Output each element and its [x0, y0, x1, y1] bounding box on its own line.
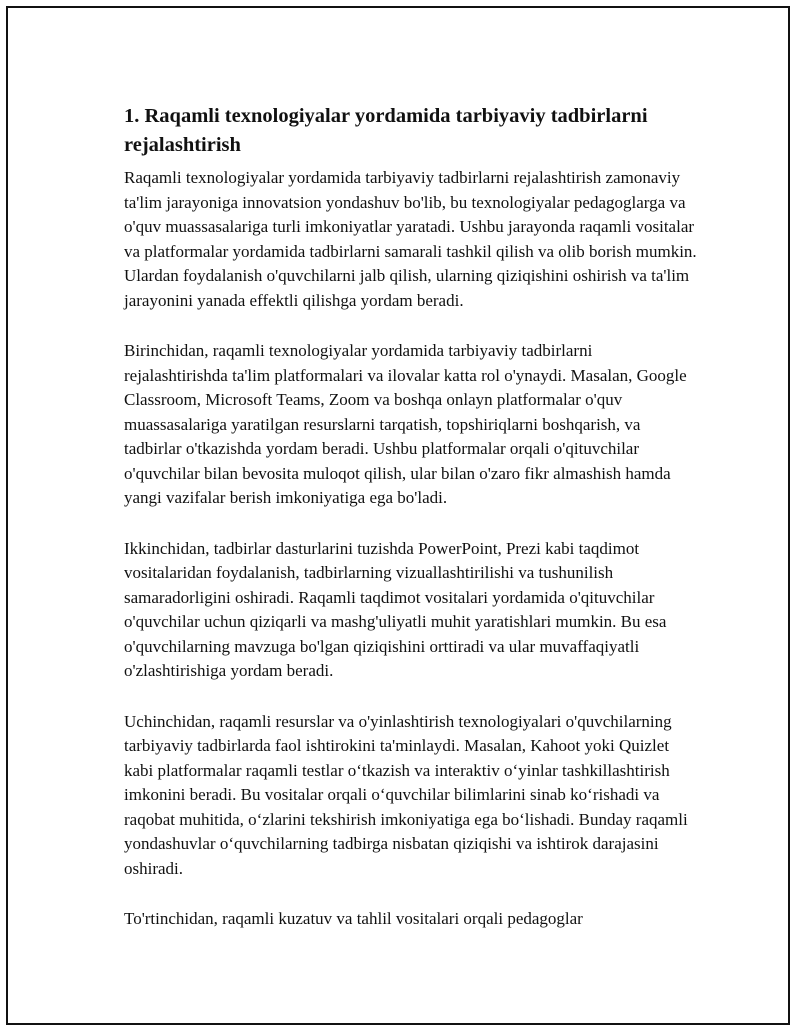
paragraph-first-point: Birinchidan, raqamli texnologiyalar yordamida tarbiyaviy tadbirlarni rejalashtirishda ta'lim platformalari va ilovalar katta rol o'ynaydi. Masalan, Google Classroom, Microsoft Teams, Zoom va boshqa onlayn platformalar o'quv muassasalariga yaratilgan resurslarni tarqatish, topshiriqlarni boshqarish, va tadbirlar o'tkazishda yordam beradi. Ushbu platformalar orqali o'qituvchilar o'quvchilar bilan bevosita muloqot qilish, ular bilan o'zaro fikr almashish hamda yangi vazifalar berish imkoniyatiga ega bo'ladi. [124, 341, 687, 507]
section-heading: 1. Raqamli texnologiyalar yordamida tarbiyaviy tadbirlarni rejalashtirish [124, 105, 648, 156]
document-body [124, 102, 699, 958]
paragraph-intro: Raqamli texnologiyalar yordamida tarbiyaviy tadbirlarni rejalashtirish zamonaviy ta'lim jarayoniga innovatsion yondashuv bo'lib, bu texnologiyalar pedagoglarga va o'quv muassasalariga turli imkoniyatlar yaratadi. Ushbu jarayonda raqamli vositalar va platformalar yordamida tadbirlarni samarali tashkil qilish va olib borish mumkin. Ulardan foydalanish o'quvchilarni jalb qilish, ularning qiziqishini oshirish va ta'lim jarayonini yanada effektli qilishga yordam beradi. [124, 168, 697, 310]
paragraph-second-point: Ikkinchidan, tadbirlar dasturlarini tuzishda PowerPoint, Prezi kabi taqdimot vositalaridan foydalanish, tadbirlarning vizuallashtirilishi va tushunilish samaradorligini oshiradi. Raqamli taqdimot vositalari yordamida o'qituvchilar o'quvchilar uchun qiziqarli va mashg'uliyatli muhit yaratishlari mumkin. Bu esa o'quvchilarning mavzuga bo'lgan qiziqishini orttiradi va ular muvaffaqiyatli o'zlashtirishiga yordam beradi. [124, 538, 667, 680]
page-frame [6, 6, 790, 1025]
paragraph-third-point: Uchinchidan, raqamli resurslar va o'yinlashtirish texnologiyalari o'quvchilarning tarbiyaviy tadbirlarda faol ishtirokini ta'minlaydi. Masalan, Kahoot yoki Quizlet kabi platformalar raqamli testlar o‘tkazish va interaktiv o‘yinlar tashkillashtirish imkonini beradi. Bu vositalar orqali o‘quvchilar bilimlarini sinab ko‘rishadi va raqobat muhitida, o‘zlarini tekshirish imkoniyatiga ega bo‘lishadi. Bunday raqamli yondashuvlar o‘quvchilarning tadbirga nisbatan qiziqishi va ishtirok darajasini oshiradi. [124, 711, 688, 878]
paragraph-fourth-point: To'rtinchidan, raqamli kuzatuv va tahlil vositalari orqali pedagoglar [124, 909, 583, 928]
